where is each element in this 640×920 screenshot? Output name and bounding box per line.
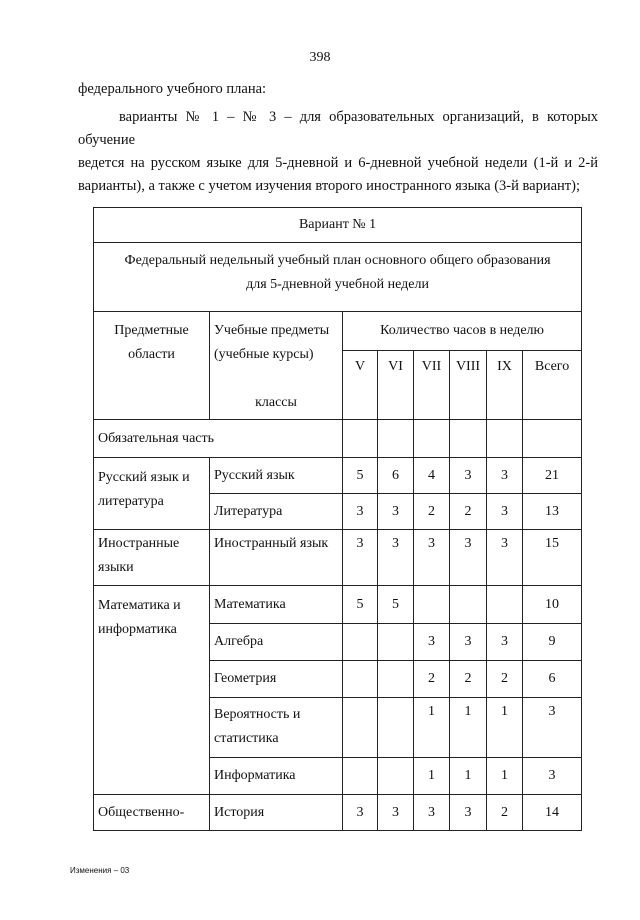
page-number: 398 bbox=[309, 50, 331, 65]
hours-cell: 3 bbox=[450, 795, 487, 831]
total-cell: 15 bbox=[523, 530, 582, 586]
subject-cell: Вероятность и статистика bbox=[210, 698, 343, 758]
hours-cell bbox=[343, 758, 378, 795]
grade-header: V bbox=[343, 351, 378, 420]
hours-cell: 3 bbox=[487, 494, 523, 530]
total-cell: 21 bbox=[523, 458, 582, 494]
grade-header: IX bbox=[487, 351, 523, 420]
federal-plan-line: для 5-дневной учебной недели bbox=[246, 277, 429, 292]
header-subject-areas bbox=[94, 312, 210, 420]
empty-cell bbox=[378, 420, 414, 458]
hours-cell bbox=[378, 698, 414, 758]
subject-area-cell: Общественно- bbox=[94, 795, 210, 831]
subject-cell: Иностранный язык bbox=[210, 530, 343, 586]
hours-cell: 3 bbox=[378, 795, 414, 831]
hours-cell: 3 bbox=[414, 530, 450, 586]
hours-cell: 5 bbox=[343, 586, 378, 624]
empty-cell bbox=[414, 420, 450, 458]
hours-cell: 3 bbox=[343, 795, 378, 831]
hours-cell: 2 bbox=[450, 661, 487, 698]
hours-cell: 3 bbox=[450, 530, 487, 586]
grade-header: VI bbox=[378, 351, 414, 420]
grade-header: VII bbox=[414, 351, 450, 420]
subject-cell: Русский язык bbox=[210, 458, 343, 494]
total-cell: 3 bbox=[523, 698, 582, 758]
header-hours-per-week: Количество часов в неделю bbox=[343, 312, 582, 351]
hours-cell: 3 bbox=[487, 624, 523, 661]
curriculum-table bbox=[93, 207, 582, 831]
hours-cell: 3 bbox=[378, 530, 414, 586]
hours-cell bbox=[378, 624, 414, 661]
grade-header: VIII bbox=[450, 351, 487, 420]
hours-cell: 3 bbox=[343, 530, 378, 586]
hours-cell: 4 bbox=[414, 458, 450, 494]
subject-cell: Информатика bbox=[210, 758, 343, 795]
hours-cell bbox=[378, 661, 414, 698]
header-area-line: Предметные bbox=[114, 323, 189, 338]
grade-header: Всего bbox=[523, 351, 582, 420]
header-subject-line: (учебные курсы) bbox=[214, 347, 314, 362]
hours-cell bbox=[378, 758, 414, 795]
header-classes-label: классы bbox=[255, 395, 297, 410]
hours-cell: 6 bbox=[378, 458, 414, 494]
hours-cell: 3 bbox=[487, 530, 523, 586]
hours-cell: 1 bbox=[450, 758, 487, 795]
hours-cell: 2 bbox=[414, 661, 450, 698]
subject-cell: Математика bbox=[210, 586, 343, 624]
hours-cell: 1 bbox=[487, 698, 523, 758]
hours-cell: 3 bbox=[343, 494, 378, 530]
hours-cell: 3 bbox=[487, 458, 523, 494]
hours-cell: 1 bbox=[450, 698, 487, 758]
hours-cell: 5 bbox=[343, 458, 378, 494]
header-subject-line: Учебные предметы bbox=[214, 323, 330, 338]
hours-cell: 3 bbox=[450, 624, 487, 661]
hours-cell bbox=[343, 698, 378, 758]
hours-cell: 3 bbox=[378, 494, 414, 530]
subject-cell: Алгебра bbox=[210, 624, 343, 661]
hours-cell bbox=[450, 586, 487, 624]
hours-cell: 3 bbox=[414, 795, 450, 831]
footer-revision: Изменения – 03 bbox=[70, 866, 130, 875]
hours-cell bbox=[414, 586, 450, 624]
hours-cell: 3 bbox=[414, 624, 450, 661]
hours-cell: 2 bbox=[450, 494, 487, 530]
hours-cell: 3 bbox=[450, 458, 487, 494]
subject-area-cell: Математика и информатика bbox=[94, 586, 210, 795]
hours-cell: 2 bbox=[487, 661, 523, 698]
empty-cell bbox=[343, 420, 378, 458]
empty-cell bbox=[523, 420, 582, 458]
empty-cell bbox=[450, 420, 487, 458]
paragraph-line: варианты № 1 – № 3 – для образовательных организаций, в которых обучение bbox=[78, 109, 598, 148]
hours-cell bbox=[343, 624, 378, 661]
header-area-line: области bbox=[128, 347, 175, 362]
total-cell: 10 bbox=[523, 586, 582, 624]
variant-title: Вариант № 1 bbox=[94, 208, 582, 243]
hours-cell: 1 bbox=[487, 758, 523, 795]
intro-line: федерального учебного плана: bbox=[78, 81, 267, 97]
paragraph-line: ведется на русском языке для 5-дневной и 6-дневной учебной недели (1-й и 2-й bbox=[78, 155, 598, 171]
hours-cell: 1 bbox=[414, 698, 450, 758]
hours-cell: 2 bbox=[487, 795, 523, 831]
total-cell: 6 bbox=[523, 661, 582, 698]
empty-cell bbox=[487, 420, 523, 458]
hours-cell: 5 bbox=[378, 586, 414, 624]
federal-plan-title bbox=[94, 243, 582, 312]
total-cell: 3 bbox=[523, 758, 582, 795]
subject-cell: История bbox=[210, 795, 343, 831]
subject-cell: Геометрия bbox=[210, 661, 343, 698]
total-cell: 14 bbox=[523, 795, 582, 831]
hours-cell bbox=[487, 586, 523, 624]
total-cell: 9 bbox=[523, 624, 582, 661]
hours-cell: 2 bbox=[414, 494, 450, 530]
federal-plan-line: Федеральный недельный учебный план основного общего образования bbox=[124, 253, 551, 268]
subject-area-cell: Иностранные языки bbox=[94, 530, 210, 586]
subject-cell: Литература bbox=[210, 494, 343, 530]
total-cell: 13 bbox=[523, 494, 582, 530]
subject-area-cell: Русский язык и литература bbox=[94, 458, 210, 530]
variants-paragraph bbox=[78, 106, 598, 198]
hours-cell: 1 bbox=[414, 758, 450, 795]
paragraph-line: варианты), а также с учетом изучения второго иностранного языка (3-й вариант); bbox=[78, 178, 580, 194]
header-subjects bbox=[210, 312, 343, 420]
mandatory-part-label: Обязательная часть bbox=[94, 420, 343, 458]
hours-cell bbox=[343, 661, 378, 698]
